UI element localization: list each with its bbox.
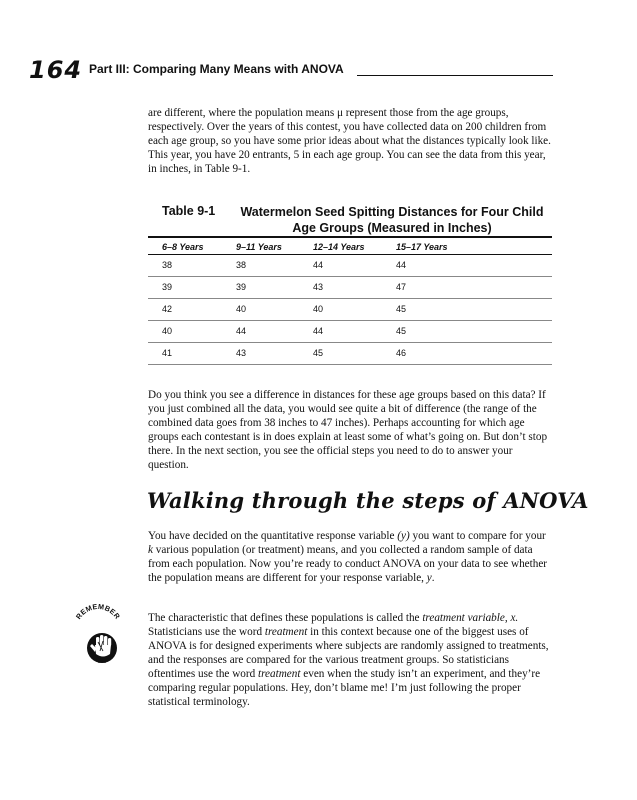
table-cell: 43	[236, 348, 247, 358]
table-cell: 44	[313, 260, 324, 270]
table-cell: 38	[162, 260, 173, 270]
table-row	[148, 255, 552, 277]
intro-paragraph: are different, where the population means μ represent those from the age groups, respectively. Over the years of this contest, you have collected data on 200 children from each age group, so you have some prior ideas about what the distances typically look like. This year, you have 20 entrants, 5 in each age group. You can see the data from this year, in inches, in Table 9-1.	[148, 107, 551, 175]
table-cell: 44	[236, 326, 247, 336]
table-cell: 44	[313, 326, 324, 336]
page-number: 164	[29, 56, 83, 84]
page-header	[29, 56, 553, 82]
table-cell: 40	[236, 304, 247, 314]
svg-text:REMEMBER	[74, 604, 123, 621]
table-cell: 39	[236, 282, 247, 292]
data-table	[148, 204, 552, 365]
table-cell: 45	[396, 326, 407, 336]
table-cell: 46	[396, 348, 407, 358]
table-cell: 39	[162, 282, 173, 292]
remember-paragraph: The characteristic that defines these populations is called the treatment variable, x. Statisticians use the word treatment in this context because one of the biggest uses of ANOVA is for designed experiments where subjects are randomly assigned to treatments, and the responses are compared for the various treatment groups. So statisticians oftentimes use the word treatment even when the study isn’t an experiment, and they’re comparing regular populations. Hey, don’t blame me! I’m just following the proper statistical terminology.	[148, 612, 549, 708]
column-header: 12–14 Years	[313, 242, 365, 252]
table-heading	[148, 204, 552, 236]
column-header: 6–8 Years	[162, 242, 204, 252]
column-header: 9–11 Years	[236, 242, 282, 252]
table-cell: 43	[313, 282, 324, 292]
header-rule	[357, 75, 553, 76]
table-cell: 42	[162, 304, 173, 314]
discussion-paragraph: Do you think you see a difference in distances for these age groups based on this data? If you just combined all the data, you would see quite a bit of difference (the range of the combined data goes from 38 inches to 47 inches). Perhaps accounting for which age groups each contestant is in does explain at least some of what’s going on. But don’t stop there. In the next section, you see the official steps you need to do to answer your question.	[148, 389, 548, 471]
remember-icon	[72, 604, 124, 666]
table-cell: 40	[313, 304, 324, 314]
table-row	[148, 299, 552, 321]
table-cell: 41	[162, 348, 173, 358]
table-caption: Watermelon Seed Spitting Distances for Four Child Age Groups (Measured in Inches)	[240, 205, 544, 235]
table-cell: 45	[396, 304, 407, 314]
table-cell: 45	[313, 348, 324, 358]
table-cell: 38	[236, 260, 247, 270]
table-cell: 47	[396, 282, 407, 292]
section-title: Walking through the steps of ANOVA	[147, 488, 589, 513]
table-label: Table 9-1	[162, 204, 216, 218]
table-body	[148, 255, 552, 365]
table-row	[148, 277, 552, 299]
table-row	[148, 321, 552, 343]
table-cell: 44	[396, 260, 407, 270]
table-header-row	[148, 238, 552, 254]
part-title: Part III: Comparing Many Means with ANOVA	[89, 62, 344, 76]
remember-icon-label: REMEMBER	[73, 604, 123, 621]
section-paragraph: You have decided on the quantitative response variable (y) you want to compare for your k various population (or treatment) means, and you collected a random sample of data from each population. Now you’re ready to conduct ANOVA on your data to see whether the population means are different for your response variable, y.	[148, 530, 548, 584]
table-cell: 40	[162, 326, 173, 336]
column-header: 15–17 Years	[396, 242, 448, 252]
table-row	[148, 343, 552, 365]
